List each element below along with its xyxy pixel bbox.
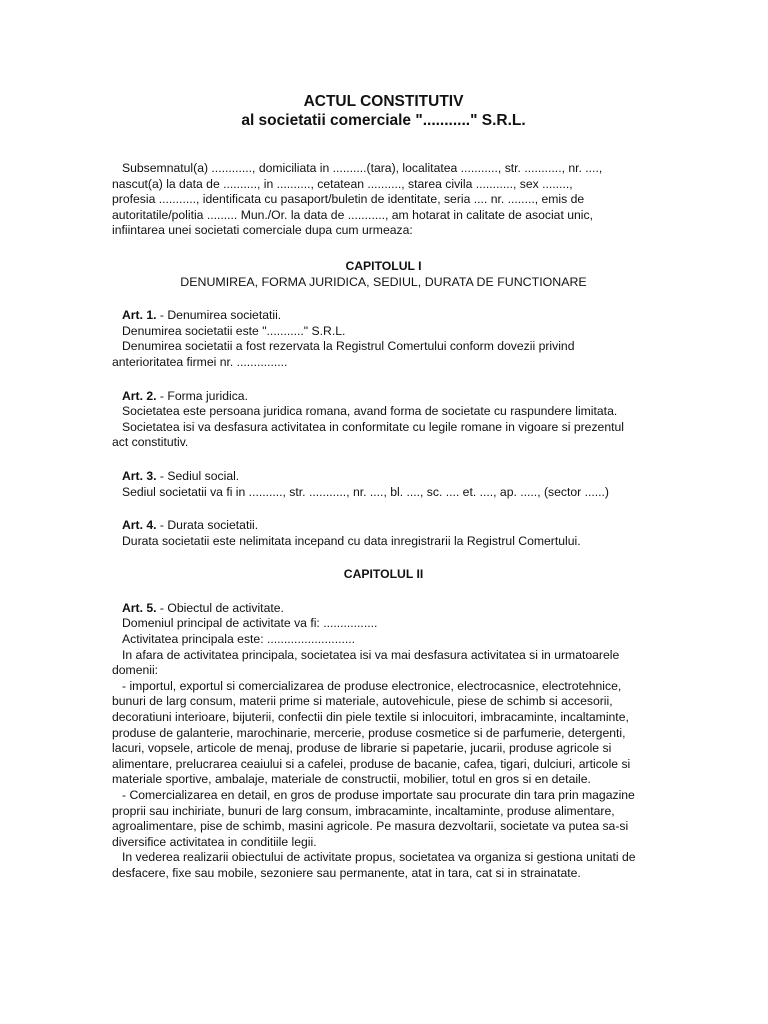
article-2-line: Societatea este persoana juridica romana, avand forma de societate cu raspundere limitata. <box>122 404 618 419</box>
article-3-title: - Sediul social. <box>156 468 240 483</box>
article-1-title: - Denumirea societatii. <box>156 308 282 323</box>
article-5-label: Art. 5. <box>122 600 157 615</box>
intro-line: infiintarea unei societati comerciale dupa cum urmeaza: <box>112 223 413 238</box>
article-3-label: Art. 3. <box>122 468 157 483</box>
article-1-line: Denumirea societatii este "..........." S.R.L. <box>122 323 346 338</box>
article-3-line: Sediul societatii va fi in .........., str. ..........., nr. ...., bl. ...., sc. .... et. ...., ap. ....., (sector ......) <box>122 484 609 499</box>
article-5-line: diversifice activitatea in conditiile legii. <box>112 834 317 849</box>
intro-paragraph <box>112 161 655 239</box>
article-5 <box>112 601 655 882</box>
article-2 <box>112 389 655 451</box>
intro-line: Subsemnatul(a) ............, domiciliata in ..........(tara), localitatea ..........., str. ..........., nr. ...., <box>122 161 603 175</box>
article-5-line: Activitatea principala este: .......................... <box>122 632 356 647</box>
intro-line: profesia ..........., identificata cu pasaport/buletin de identitate, seria .... nr. ........, emis de <box>112 192 585 207</box>
title-line-1: ACTUL CONSTITUTIV <box>303 93 464 110</box>
article-5-heading <box>112 601 655 617</box>
article-5-line: Domeniul principal de activitate va fi: ................ <box>122 616 378 631</box>
chapter-1-subtitle: DENUMIREA, FORMA JURIDICA, SEDIUL, DURATA DE FUNCTIONARE <box>180 274 587 289</box>
article-1-line: anterioritatea firmei nr. ............... <box>112 354 288 369</box>
article-5-line: materiale sportive, ambalaje, materiale de constructii, mobilier, totul en gros si en detaile. <box>112 772 591 787</box>
article-3 <box>112 469 655 500</box>
article-5-line: proprii sau inchiriate, bunuri de larg consum, imbracaminte, incaltaminte, produse alimentare, <box>112 803 615 818</box>
article-5-line: alimentare, prelucrarea ceaiului si a cafelei, produse de bacanie, cafea, tigari, dulciuri, articole si <box>112 756 631 771</box>
article-5-line: In afara de activitatea principala, societatea isi va mai desfasura activitatea si in urmatoarele <box>122 647 620 662</box>
article-2-line: act constitutiv. <box>112 435 189 450</box>
article-5-title: - Obiectul de activitate. <box>156 600 284 615</box>
intro-line: nascut(a) la data de .........., in .........., cetatean .........., starea civila ..........., sex ........, <box>112 176 573 191</box>
article-2-label: Art. 2. <box>122 388 157 403</box>
article-1-line: Denumirea societatii a fost rezervata la Registrul Comertului conform dovezii privind <box>122 339 575 354</box>
article-5-line: desfacere, fixe sau mobile, sezoniere sau permanente, atat in tara, cat si in strainatate. <box>112 865 581 880</box>
title-line-2: al societatii comerciale "..........." S.R.L. <box>241 112 526 129</box>
article-5-line: In vederea realizarii obiectului de activitate propus, societatea va organiza si gestiona unitati de <box>122 850 636 865</box>
article-1 <box>112 308 655 370</box>
article-4-line: Durata societatii este nelimitata incepand cu data inregistrarii la Registrul Comertului. <box>122 533 581 548</box>
article-2-heading <box>112 389 655 405</box>
article-1-heading <box>112 308 655 324</box>
article-5-line: bunuri de larg consum, materii prime si materiale, autovehicule, piese de schimb si accesorii, <box>112 694 613 709</box>
article-5-line: domenii: <box>112 663 159 678</box>
article-5-line: lacuri, vopsele, articole de menaj, produse de librarie si papetarie, jucarii, produse agricole si <box>112 741 612 756</box>
article-5-line: decoratiuni interioare, bijuterii, confectii din piele textile si inlocuitori, imbracaminte, incaltaminte, <box>112 710 629 725</box>
chapter-2-title: CAPITOLUL II <box>343 567 424 582</box>
article-4-label: Art. 4. <box>122 518 157 533</box>
article-5-line: agroalimentare, pise de schimb, masini agricole. Pe masura dezvoltarii, societate va putea sa-si <box>112 819 629 834</box>
article-3-heading <box>112 469 655 485</box>
chapter-1-heading <box>112 259 655 290</box>
chapter-1-title: CAPITOLUL I <box>345 258 422 273</box>
article-2-title: - Forma juridica. <box>156 388 248 403</box>
article-1-label: Art. 1. <box>122 308 157 323</box>
document-page <box>112 92 655 882</box>
article-5-line: - Comercializarea en detail, en gros de produse importate sau procurate din tara prin magazine <box>122 788 635 802</box>
article-5-line: produse de galanterie, marochinarie, mercerie, produse cosmetice si de parfumerie, detergenti, <box>112 725 626 740</box>
article-5-line: - importul, exportul si comercializarea de produse electronice, electrocasnice, electrotehnice, <box>122 678 622 693</box>
article-4-heading <box>112 518 655 534</box>
article-4 <box>112 518 655 549</box>
document-title <box>112 92 655 130</box>
intro-line: autoritatile/politia ......... Mun./Or. la data de ..........., am hotarat in calitate de asociat unic, <box>112 207 593 222</box>
article-4-title: - Durata societatii. <box>156 518 259 533</box>
article-2-line: Societatea isi va desfasura activitatea in conformitate cu legile romane in vigoare si prezentul <box>122 419 624 434</box>
